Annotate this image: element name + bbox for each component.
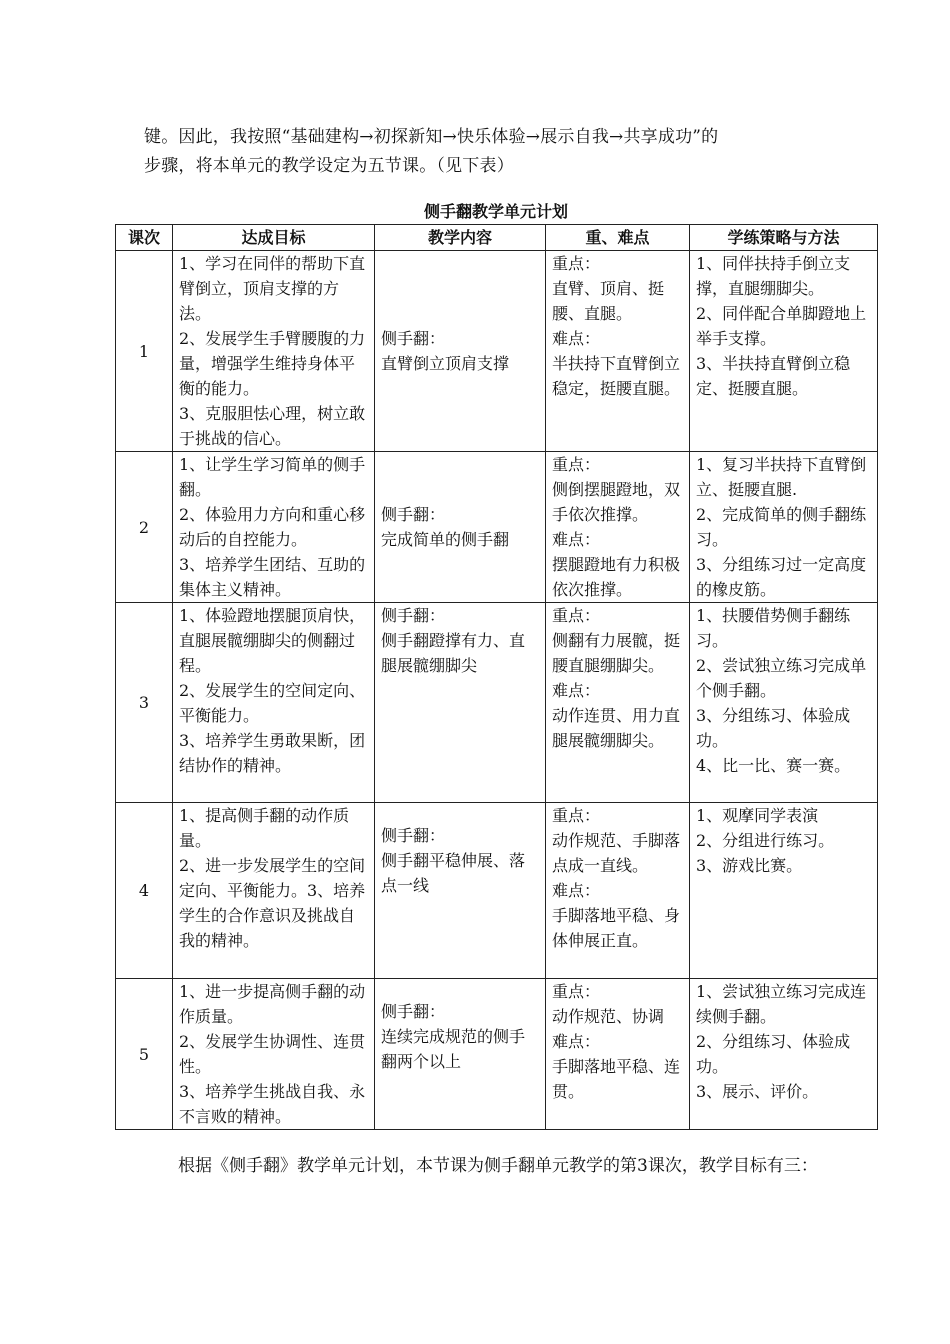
key-points-cell	[546, 603, 690, 803]
content-item: 侧手翻蹬撑有力、直腿展髋绷脚尖	[381, 631, 526, 675]
goal-item: 1、让学生学习简单的侧手翻。	[179, 455, 366, 499]
content-cell	[375, 803, 546, 979]
method-item: 1、尝试独立练习完成连续侧手翻。	[696, 982, 867, 1026]
goal-item: 2、体验用力方向和重心移动后的自控能力。	[179, 505, 366, 549]
goal-item: 2、发展学生的空间定向、平衡能力。	[179, 681, 366, 725]
content-cell	[375, 603, 546, 803]
goal-item: 3、克服胆怯心理，树立敢于挑战的信心。	[179, 404, 366, 448]
intro-line-2: 步骤，将本单元的教学设定为五节课。（见下表）	[144, 156, 514, 176]
goal-item: 1、提高侧手翻的动作质量。	[179, 806, 350, 850]
content-cell	[375, 979, 546, 1130]
method-item: 3、展示、评价。	[696, 1082, 819, 1101]
content-cell	[375, 452, 546, 603]
methods-cell	[690, 251, 878, 452]
header-key-points: 重、难点	[546, 225, 690, 251]
key-point-item: 手脚落地平稳、连贯。	[552, 1057, 681, 1101]
table-row	[116, 603, 878, 803]
key-point-item: 难点：	[552, 530, 601, 549]
key-points-cell	[546, 803, 690, 979]
content-cell	[375, 251, 546, 452]
key-point-item: 难点：	[552, 881, 601, 900]
goal-item: 3、培养学生挑战自我、永不言败的精神。	[179, 1082, 366, 1126]
goal-item: 3、培养学生勇敢果断，团结协作的精神。	[179, 731, 366, 775]
goal-item: 2、发展学生手臂腰腹的力量，增强学生维持身体平衡的能力。	[179, 329, 366, 398]
key-point-item: 动作规范、手脚落点成一直线。	[552, 831, 681, 875]
methods-cell	[690, 979, 878, 1130]
method-item: 2、分组进行练习。	[696, 831, 835, 850]
content-item: 完成简单的侧手翻	[381, 530, 510, 549]
key-point-item: 侧倒摆腿蹬地，双手依次推撑。	[552, 480, 681, 524]
goals-cell	[173, 251, 375, 452]
goals-cell	[173, 452, 375, 603]
table-row	[116, 979, 878, 1130]
table-title: 侧手翻教学单元计划	[423, 202, 568, 221]
goal-item: 2、进一步发展学生的空间定向、平衡能力。3、培养学生的合作意识及挑战自我的精神。	[179, 856, 366, 950]
goal-item: 3、培养学生团结、互助的集体主义精神。	[179, 555, 366, 599]
key-point-item: 手脚落地平稳、身体伸展正直。	[552, 906, 681, 950]
key-point-item: 重点：	[552, 982, 601, 1001]
key-point-item: 直臂、顶肩、挺腰、直腿。	[552, 279, 665, 323]
method-item: 1、扶腰借势侧手翻练习。	[696, 606, 851, 650]
lesson-number: 2	[116, 452, 173, 603]
content-item: 侧手翻：	[381, 505, 446, 524]
content-item: 连续完成规范的侧手翻两个以上	[381, 1027, 526, 1071]
header-goals: 达成目标	[173, 225, 375, 251]
goals-cell	[173, 603, 375, 803]
header-methods: 学练策略与方法	[690, 225, 878, 251]
unit-plan-table	[115, 224, 878, 1130]
key-point-item: 难点：	[552, 1032, 601, 1051]
method-item: 2、尝试独立练习完成单个侧手翻。	[696, 656, 867, 700]
key-point-item: 摆腿蹬地有力积极依次推撑。	[552, 555, 681, 599]
goal-item: 1、进一步提高侧手翻的动作质量。	[179, 982, 366, 1026]
key-point-item: 难点：	[552, 329, 601, 348]
methods-cell	[690, 803, 878, 979]
method-item: 3、游戏比赛。	[696, 856, 803, 875]
table-row	[116, 803, 878, 979]
goal-item: 1、体验蹬地摆腿顶肩快，直腿展髋绷脚尖的侧翻过程。	[179, 606, 366, 675]
method-item: 3、分组练习、体验成功。	[696, 706, 851, 750]
method-item: 2、分组练习、体验成功。	[696, 1032, 851, 1076]
method-item: 1、观摩同学表演	[696, 806, 819, 825]
key-point-item: 重点：	[552, 455, 601, 474]
key-points-cell	[546, 452, 690, 603]
key-point-item: 重点：	[552, 806, 601, 825]
content-item: 侧手翻：	[381, 606, 446, 625]
key-point-item: 重点：	[552, 254, 601, 273]
table-row	[116, 452, 878, 603]
goal-item: 1、学习在同伴的帮助下直臂倒立，顶肩支撑的方法。	[179, 254, 366, 323]
header-lesson: 课次	[116, 225, 173, 251]
key-point-item: 重点：	[552, 606, 601, 625]
method-item: 4、比一比、赛一赛。	[696, 756, 851, 775]
method-item: 2、同伴配合单脚蹬地上举手支撑。	[696, 304, 867, 348]
lesson-number: 1	[116, 251, 173, 452]
intro-paragraph	[144, 123, 824, 181]
closing-paragraph: 根据《侧手翻》教学单元计划，本节课为侧手翻单元教学的第3课次，教学目标有三：	[178, 1156, 818, 1176]
table-row	[116, 251, 878, 452]
key-points-cell	[546, 251, 690, 452]
content-item: 侧手翻：	[381, 1002, 446, 1021]
lesson-number: 4	[116, 803, 173, 979]
method-item: 2、完成简单的侧手翻练习。	[696, 505, 867, 549]
lesson-number: 5	[116, 979, 173, 1130]
lesson-number: 3	[116, 603, 173, 803]
goals-cell	[173, 979, 375, 1130]
content-item: 侧手翻：	[381, 329, 446, 348]
header-content: 教学内容	[375, 225, 546, 251]
goal-item: 2、发展学生协调性、连贯性。	[179, 1032, 366, 1076]
key-point-item: 侧翻有力展髋，挺腰直腿绷脚尖。	[552, 631, 681, 675]
method-item: 3、分组练习过一定高度的橡皮筋。	[696, 555, 867, 599]
goals-cell	[173, 803, 375, 979]
key-point-item: 动作连贯、用力直腿展髋绷脚尖。	[552, 706, 681, 750]
key-point-item: 半扶持下直臂倒立稳定，挺腰直腿。	[552, 354, 681, 398]
content-item: 侧手翻：	[381, 826, 446, 845]
key-point-item: 动作规范、协调	[552, 1007, 665, 1026]
methods-cell	[690, 603, 878, 803]
content-item: 侧手翻平稳伸展、落点一线	[381, 851, 526, 895]
method-item: 3、半扶持直臂倒立稳定、挺腰直腿。	[696, 354, 851, 398]
key-point-item: 难点：	[552, 681, 601, 700]
method-item: 1、同伴扶持手倒立支撑，直腿绷脚尖。	[696, 254, 851, 298]
key-points-cell	[546, 979, 690, 1130]
methods-cell	[690, 452, 878, 603]
table-header-row	[116, 225, 878, 251]
content-item: 直臂倒立顶肩支撑	[381, 354, 510, 373]
method-item: 1、复习半扶持下直臂倒立、挺腰直腿.	[696, 455, 867, 499]
intro-line-1: 键。因此，我按照“基础建构→初探新知→快乐体验→展示自我→共享成功”的	[144, 127, 719, 147]
